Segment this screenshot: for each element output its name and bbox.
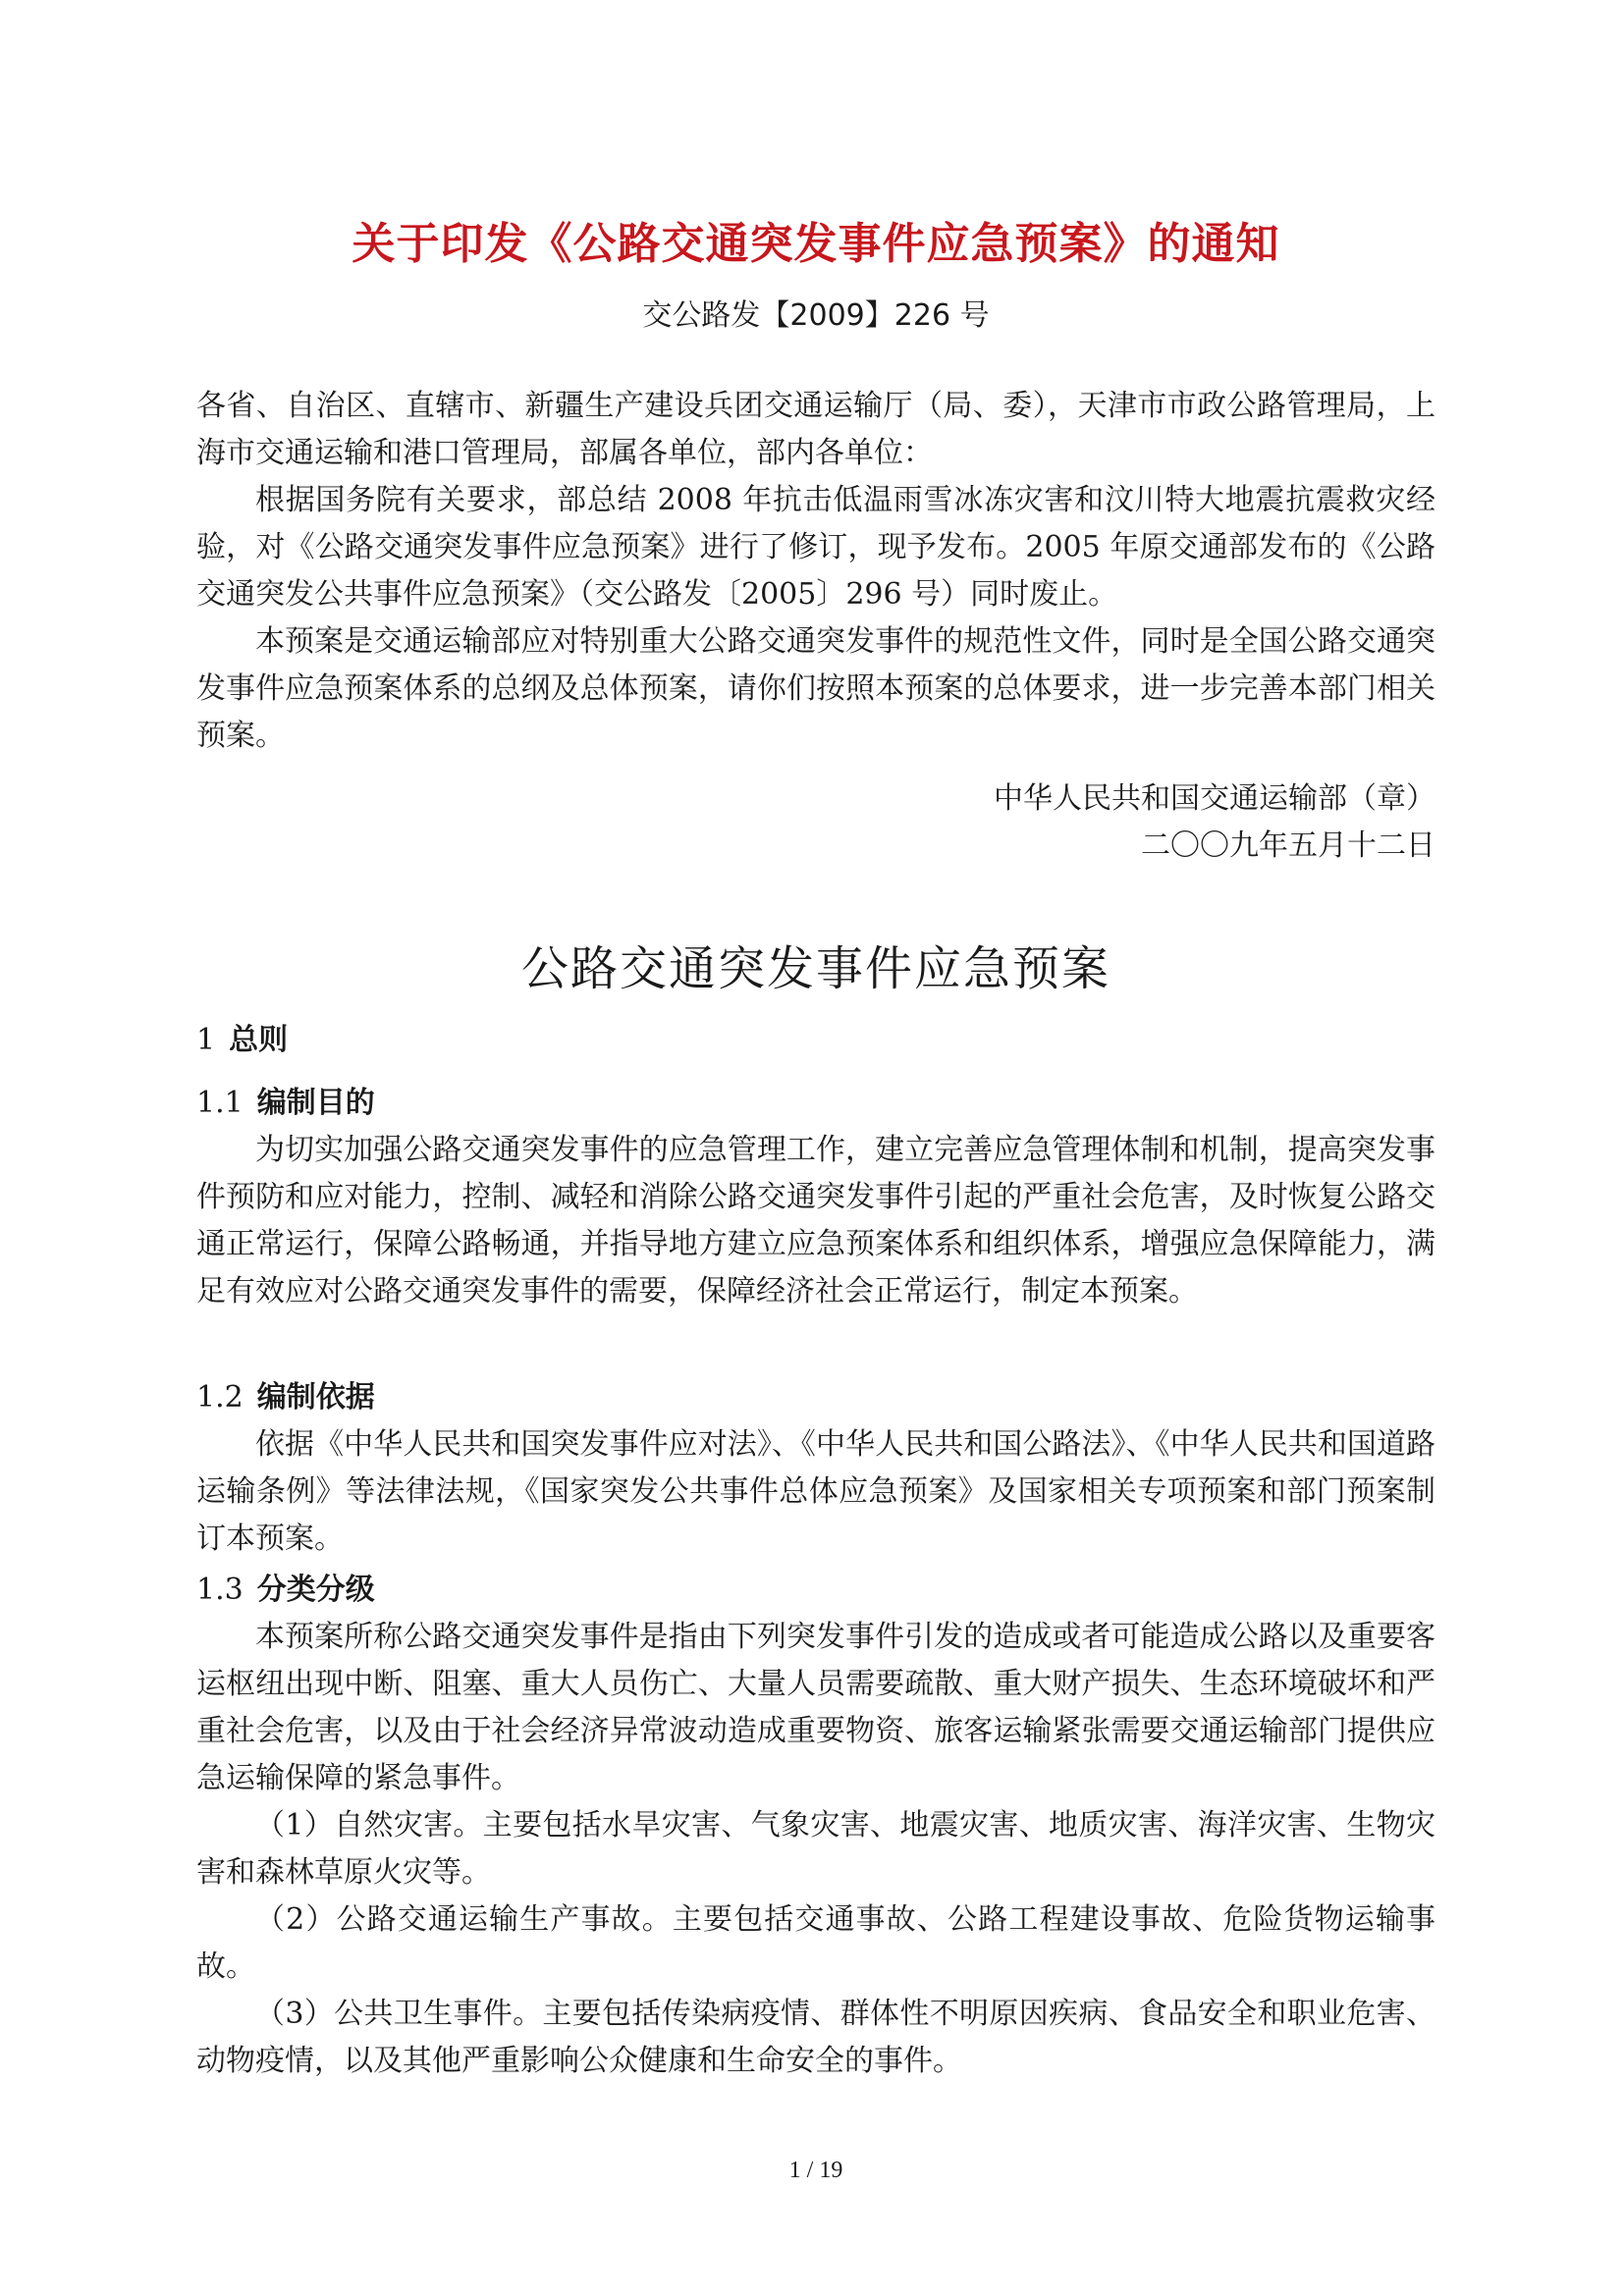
category-item-3: （3）公共卫生事件。主要包括传染病疫情、群体性不明原因疾病、食品安全和职业危害、动物疫情，以及其他严重影响公众健康和生命安全的事件。 (196, 1997, 1435, 2078)
section-title: 总则 (229, 1023, 289, 1057)
category-item-1: （1）自然灾害。主要包括水旱灾害、气象灾害、地震灾害、地质灾害、海洋灾害、生物灾害和森林草原火灾等。 (196, 1808, 1435, 1890)
section-number: 1.2 (196, 1380, 244, 1415)
section-1-1-text: 为切实加强公路交通突发事件的应急管理工作，建立完善应急管理体制和机制，提高突发事件预防和应对能力，控制、减轻和消除公路交通突发事件引起的严重社会危害，及时恢复公路交通正常运行，保障公路畅通，并指导地方建立应急预案体系和组织体系，增强应急保障能力，满足有效应对公路交通突发事件的需要，保障经济社会正常运行，制定本预案。 (196, 1133, 1435, 1308)
page-number: 1 / 19 (788, 2158, 843, 2183)
section-heading-1-1 (196, 1080, 375, 1127)
notice-paragraph-2: 本预案是交通运输部应对特别重大公路交通突发事件的规范性文件，同时是全国公路交通突发事件应急预案体系的总纲及总体预案，请你们按照本预案的总体要求，进一步完善本部门相关预案。 (196, 624, 1435, 753)
document-number: 交公路发【2009】226 号 (642, 298, 990, 333)
section-heading-1-2 (196, 1374, 375, 1421)
section-heading-1-3 (196, 1567, 375, 1614)
section-heading-1 (196, 1017, 288, 1064)
recipients-paragraph: 各省、自治区、直辖市、新疆生产建设兵团交通运输厅（局、委），天津市市政公路管理局，上海市交通运输和港口管理局，部属各单位，部内各单位： (196, 389, 1435, 470)
section-title: 编制依据 (256, 1380, 375, 1415)
section-number: 1.3 (196, 1573, 244, 1607)
notice-title: 关于印发《公路交通突发事件应急预案》的通知 (352, 219, 1280, 269)
document-page (196, 0, 1435, 2296)
section-title: 分类分级 (256, 1573, 375, 1607)
issue-date: 二〇〇九年五月十二日 (1141, 828, 1435, 863)
section-1-3-text: 本预案所称公路交通突发事件是指由下列突发事件引发的造成或者可能造成公路以及重要客运枢纽出现中断、阻塞、重大人员伤亡、大量人员需要疏散、重大财产损失、生态环境破坏和严重社会危害，以及由于社会经济异常波动造成重要物资、旅客运输紧张需要交通运输部门提供应急运输保障的紧急事件。 (196, 1620, 1435, 1795)
section-1-2-text: 依据《中华人民共和国突发事件应对法》、《中华人民共和国公路法》、《中华人民共和国道路运输条例》等法律法规，《国家突发公共事件总体应急预案》及国家相关专项预案和部门预案制订本预案。 (196, 1427, 1435, 1556)
category-item-2: （2）公路交通运输生产事故。主要包括交通事故、公路工程建设事故、危险货物运输事故。 (196, 1902, 1435, 1984)
section-title: 编制目的 (256, 1086, 375, 1120)
section-number: 1 (196, 1023, 216, 1057)
section-number: 1.1 (196, 1086, 244, 1120)
notice-paragraph-1: 根据国务院有关要求，部总结 2008 年抗击低温雨雪冰冻灾害和汶川特大地震抗震救灾经验，对《公路交通突发事件应急预案》进行了修订，现予发布。2005 年原交通部发布的《公路交通突发公共事件应急预案》（交公路发〔2005〕296 号）同时废止。 (196, 483, 1435, 612)
issuer-signature: 中华人民共和国交通运输部（章） (994, 781, 1435, 816)
plan-title: 公路交通突发事件应急预案 (520, 941, 1110, 996)
